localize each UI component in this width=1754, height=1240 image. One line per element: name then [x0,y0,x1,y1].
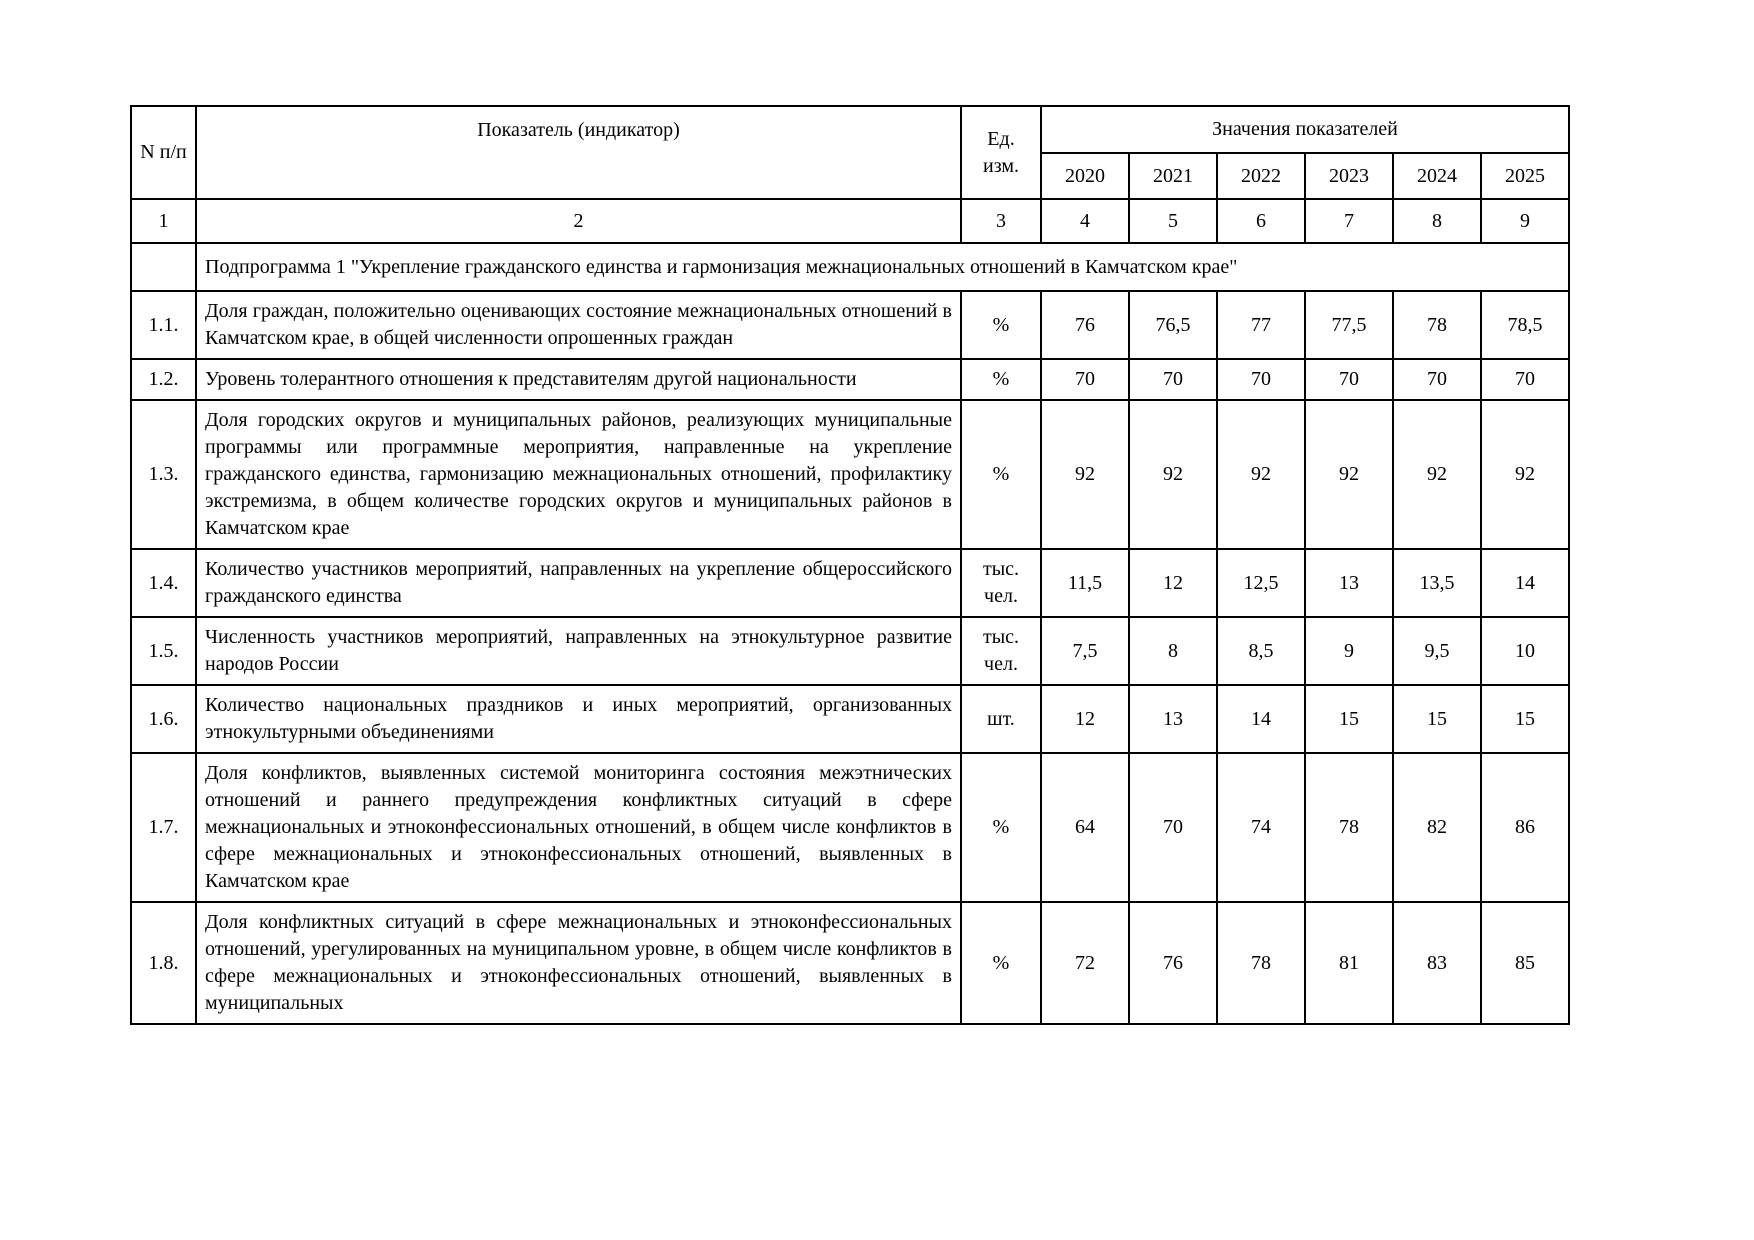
value-cell-2020: 92 [1041,400,1129,549]
unit-cell: тыс. чел. [961,617,1041,685]
value-cell-2023: 81 [1305,902,1393,1024]
row-number: 1.4. [131,549,196,617]
column-number: 4 [1041,199,1129,243]
header-row-top [131,106,1569,153]
header-col-unit: Ед. изм. [961,106,1041,199]
column-number: 2 [196,199,961,243]
unit-cell: % [961,753,1041,902]
value-cell-2022: 78 [1217,902,1305,1024]
value-cell-2025: 14 [1481,549,1569,617]
value-cell-2023: 70 [1305,359,1393,400]
indicator-row-1.4 [131,549,1569,617]
value-cell-2024: 92 [1393,400,1481,549]
value-cell-2024: 70 [1393,359,1481,400]
column-number: 8 [1393,199,1481,243]
indicator-text: Доля конфликтов, выявленных системой мониторинга состояния межэтнических отношений и раннего предупреждения конфликтных ситуаций в сфере межнациональных и этноконфессиональных отношений, в общем числе конфликтов в сфере межнациональных и этноконфессиональных отношений, выявленных в Камчатском крае [196,753,961,902]
row-number: 1.3. [131,400,196,549]
value-cell-2024: 78 [1393,291,1481,359]
value-cell-2023: 9 [1305,617,1393,685]
value-cell-2020: 11,5 [1041,549,1129,617]
column-numbers-row [131,199,1569,243]
value-cell-2024: 83 [1393,902,1481,1024]
value-cell-2025: 10 [1481,617,1569,685]
row-number: 1.6. [131,685,196,753]
value-cell-2024: 13,5 [1393,549,1481,617]
subprogram-row [131,243,1569,291]
value-cell-2021: 92 [1129,400,1217,549]
unit-cell: % [961,359,1041,400]
value-cell-2021: 12 [1129,549,1217,617]
value-cell-2025: 70 [1481,359,1569,400]
header-year-2022: 2022 [1217,153,1305,199]
value-cell-2021: 76 [1129,902,1217,1024]
indicator-row-1.6 [131,685,1569,753]
header-year-2025: 2025 [1481,153,1569,199]
row-number: 1.2. [131,359,196,400]
value-cell-2021: 13 [1129,685,1217,753]
value-cell-2024: 15 [1393,685,1481,753]
column-number: 9 [1481,199,1569,243]
value-cell-2023: 77,5 [1305,291,1393,359]
indicator-text: Количество участников мероприятий, направленных на укрепление общероссийского гражданского единства [196,549,961,617]
header-year-2024: 2024 [1393,153,1481,199]
value-cell-2023: 13 [1305,549,1393,617]
value-cell-2025: 92 [1481,400,1569,549]
indicator-row-1.7 [131,753,1569,902]
indicator-text: Доля конфликтных ситуаций в сфере межнациональных и этноконфессиональных отношений, урегулированных на муниципальном уровне, в общем числе конфликтов в сфере межнациональных и этноконфессиональных отношений, выявленных в муниципальных [196,902,961,1024]
value-cell-2024: 82 [1393,753,1481,902]
row-number: 1.5. [131,617,196,685]
indicator-row-1.8 [131,902,1569,1024]
value-cell-2020: 12 [1041,685,1129,753]
value-cell-2022: 8,5 [1217,617,1305,685]
value-cell-2025: 78,5 [1481,291,1569,359]
unit-cell: шт. [961,685,1041,753]
column-number: 7 [1305,199,1393,243]
indicator-row-1.3 [131,400,1569,549]
indicator-text: Численность участников мероприятий, направленных на этнокультурное развитие народов России [196,617,961,685]
indicator-row-1.5 [131,617,1569,685]
value-cell-2020: 64 [1041,753,1129,902]
indicator-row-1.2 [131,359,1569,400]
value-cell-2021: 76,5 [1129,291,1217,359]
unit-cell: % [961,400,1041,549]
column-number: 6 [1217,199,1305,243]
value-cell-2020: 72 [1041,902,1129,1024]
unit-cell: % [961,291,1041,359]
value-cell-2021: 8 [1129,617,1217,685]
value-cell-2023: 78 [1305,753,1393,902]
value-cell-2024: 9,5 [1393,617,1481,685]
column-number: 1 [131,199,196,243]
value-cell-2021: 70 [1129,753,1217,902]
value-cell-2021: 70 [1129,359,1217,400]
value-cell-2022: 12,5 [1217,549,1305,617]
value-cell-2020: 70 [1041,359,1129,400]
value-cell-2022: 92 [1217,400,1305,549]
header-values-title: Значения показателей [1041,106,1569,153]
value-cell-2022: 74 [1217,753,1305,902]
value-cell-2023: 15 [1305,685,1393,753]
table-body [131,243,1569,1024]
value-cell-2020: 7,5 [1041,617,1129,685]
unit-cell: тыс. чел. [961,549,1041,617]
value-cell-2022: 14 [1217,685,1305,753]
row-number: 1.8. [131,902,196,1024]
header-year-2020: 2020 [1041,153,1129,199]
unit-cell: % [961,902,1041,1024]
value-cell-2020: 76 [1041,291,1129,359]
indicator-text: Доля городских округов и муниципальных районов, реализующих муниципальные программы или программные мероприятия, направленные на укрепление гражданского единства, гармонизацию межнациональных отношений, профилактику экстремизма, в общем количестве городских округов и муниципальных районов в Камчатском крае [196,400,961,549]
indicator-text: Доля граждан, положительно оценивающих состояние межнациональных отношений в Камчатском крае, в общей численности опрошенных граждан [196,291,961,359]
value-cell-2025: 86 [1481,753,1569,902]
indicator-text: Уровень толерантного отношения к представителям другой национальности [196,359,961,400]
indicator-text: Количество национальных праздников и иных мероприятий, организованных этнокультурными объединениями [196,685,961,753]
row-number: 1.7. [131,753,196,902]
header-col-indicator: Показатель (индикатор) [196,106,961,199]
subprogram-title: Подпрограмма 1 "Укрепление гражданского единства и гармонизация межнациональных отношений в Камчатском крае" [196,243,1569,291]
indicator-row-1.1 [131,291,1569,359]
value-cell-2025: 15 [1481,685,1569,753]
value-cell-2022: 77 [1217,291,1305,359]
column-number: 5 [1129,199,1217,243]
indicators-table [130,105,1570,1025]
value-cell-2022: 70 [1217,359,1305,400]
value-cell-2025: 85 [1481,902,1569,1024]
header-year-2023: 2023 [1305,153,1393,199]
header-year-2021: 2021 [1129,153,1217,199]
header-col-num: N п/п [131,106,196,199]
value-cell-2023: 92 [1305,400,1393,549]
column-number: 3 [961,199,1041,243]
row-number: 1.1. [131,291,196,359]
subprogram-empty-cell [131,243,196,291]
